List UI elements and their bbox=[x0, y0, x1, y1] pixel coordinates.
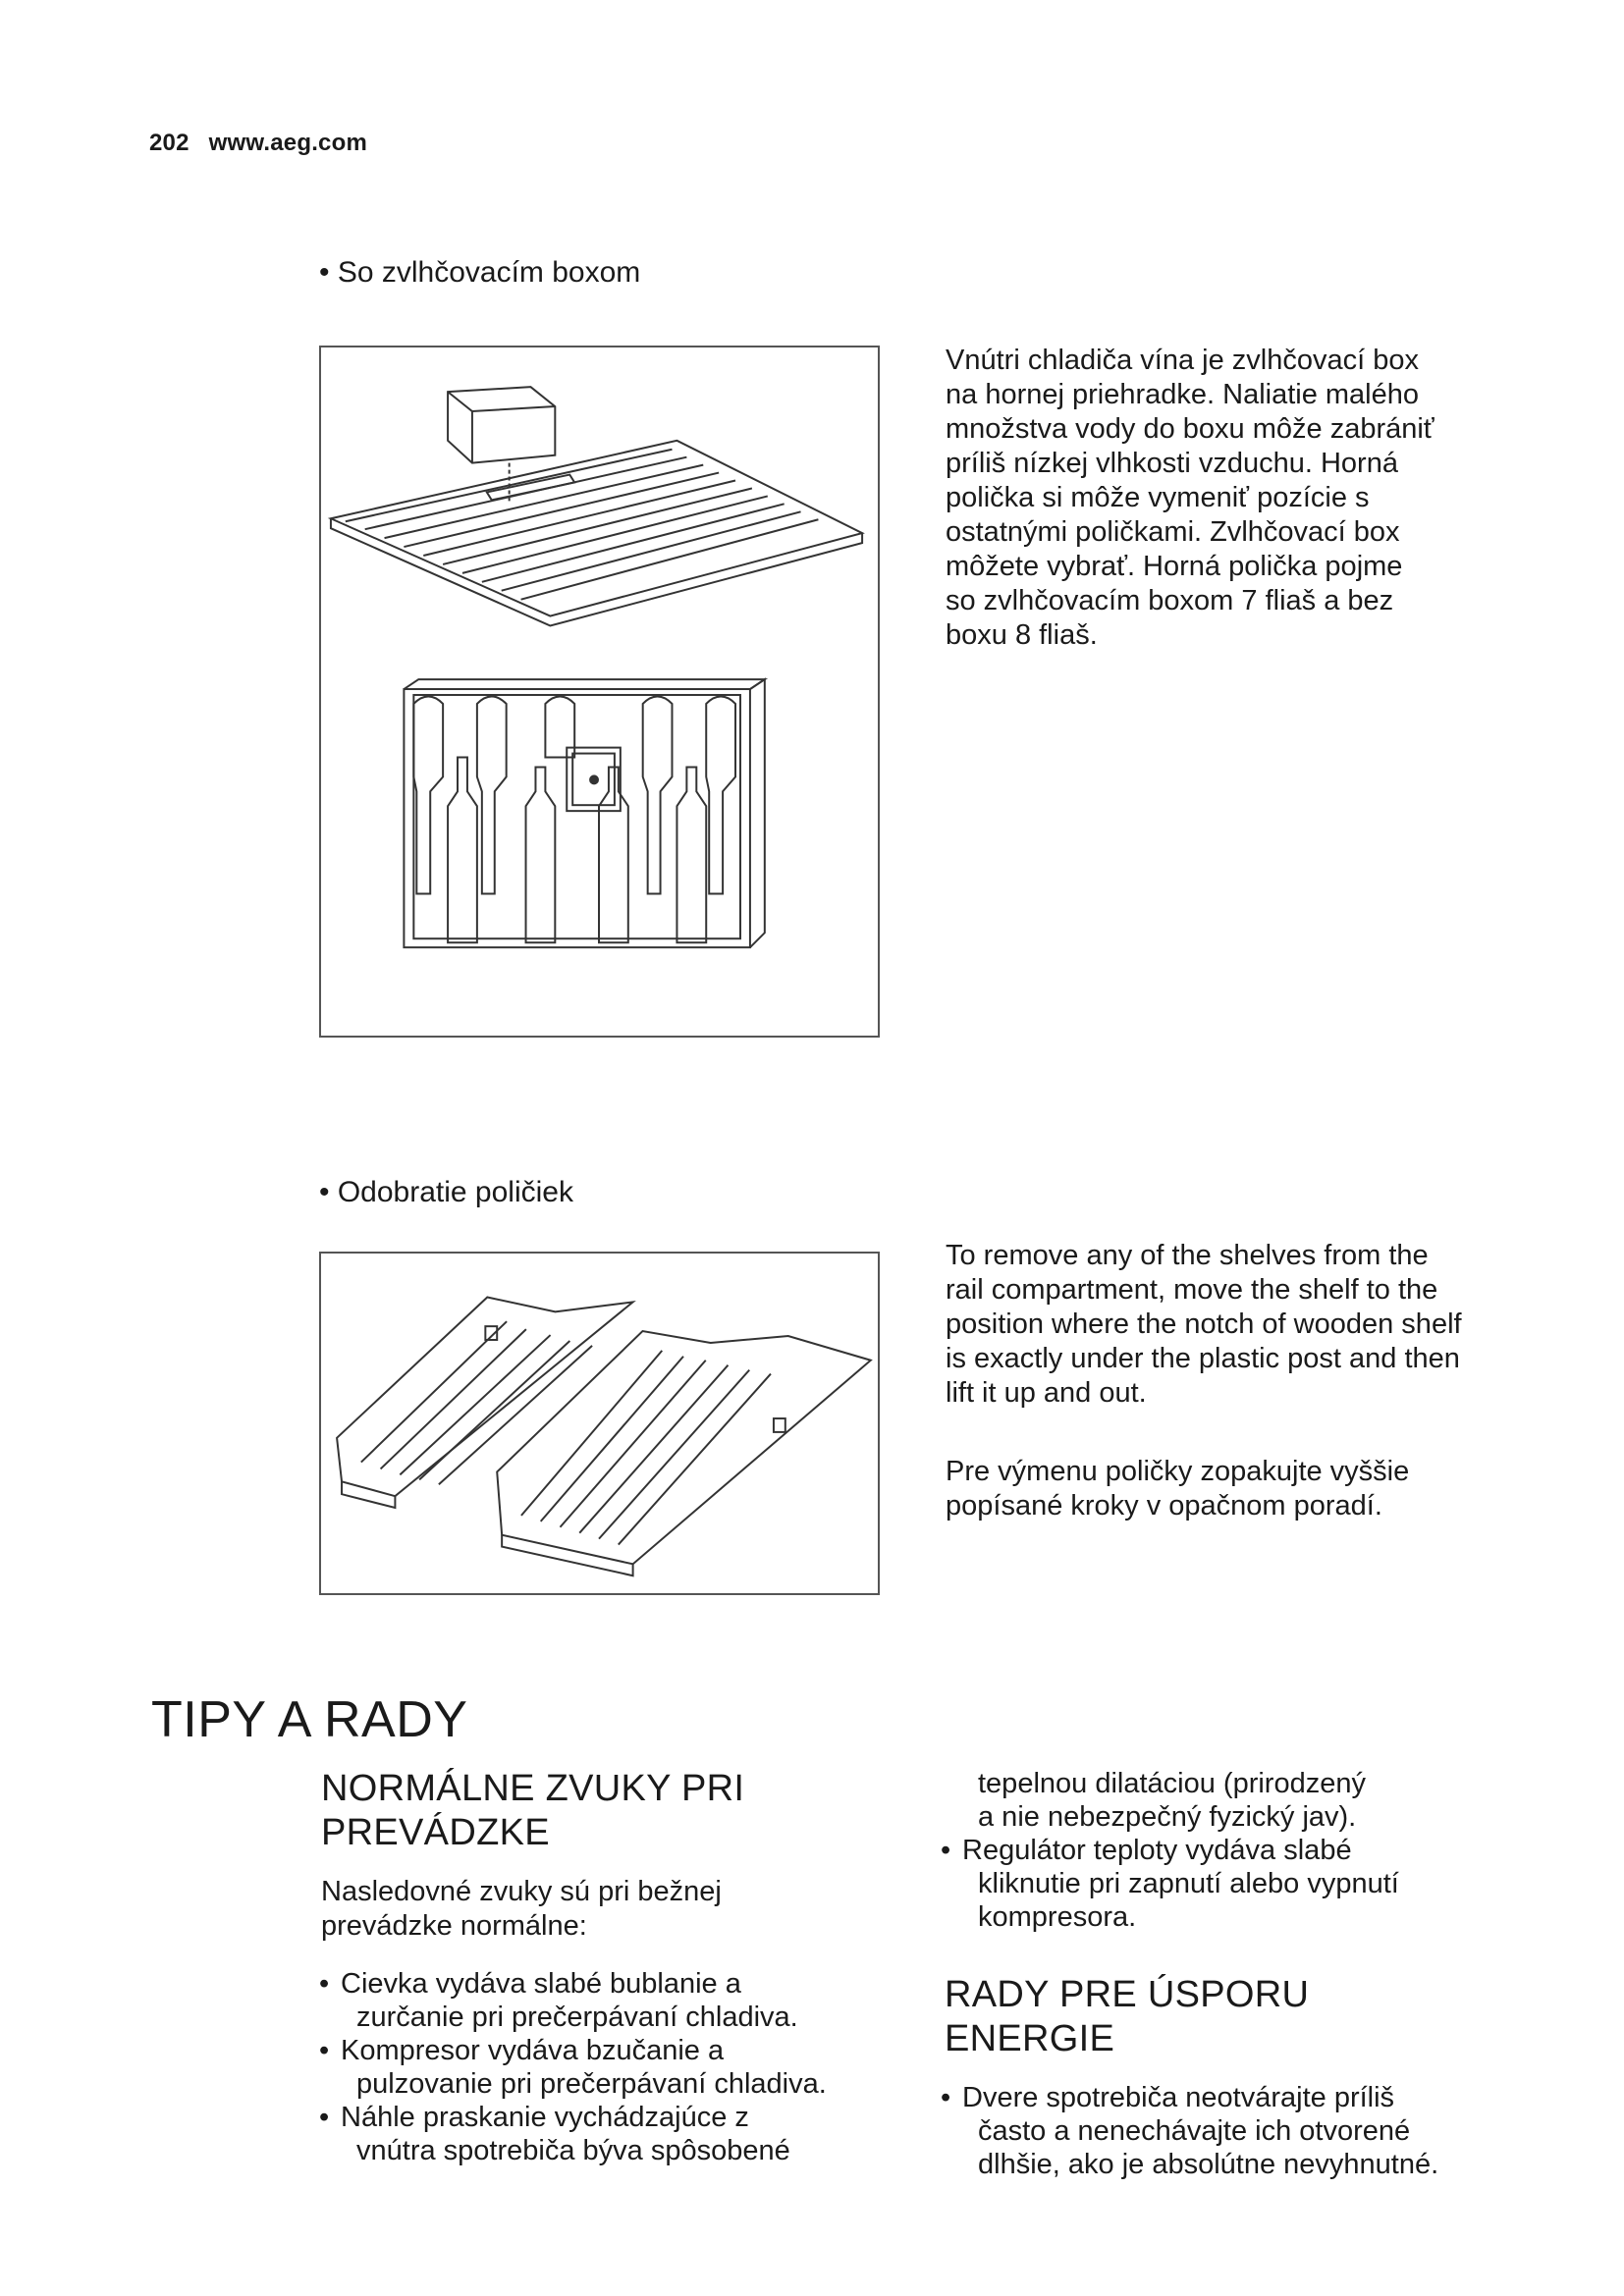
heading-line: PREVÁDZKE bbox=[321, 1812, 550, 1853]
normal-sounds-list-right bbox=[941, 1834, 1569, 1934]
list-continuation bbox=[941, 1767, 1569, 1834]
normal-sounds-list bbox=[319, 1967, 889, 2167]
right-column bbox=[941, 1767, 1569, 1934]
continuation-line: a nie nebezpečný fyzický jav). bbox=[978, 1801, 1357, 1833]
heading-normal-sounds bbox=[321, 1767, 871, 1855]
remove-sk-line: Pre výmenu poličky zopakujte vyššie bbox=[946, 1456, 1410, 1487]
heading-line: ENERGIE bbox=[945, 2018, 1115, 2059]
remove-line: To remove any of the shelves from the bbox=[946, 1240, 1429, 1271]
humidifier-description bbox=[946, 344, 1574, 653]
list-item: • Regulátor teploty vydáva slabé kliknutie pri zapnutí alebo vypnutí kompresora. bbox=[941, 1835, 1399, 1933]
section-title-tips: TIPY A RADY bbox=[151, 1691, 468, 1748]
remove-line: is exactly under the plastic post and then bbox=[946, 1343, 1460, 1374]
humidifier-line: ostatnými poličkami. Zvlhčovací box bbox=[946, 516, 1400, 548]
humidifier-line: príliš nízkej vlhkosti vzduchu. Horná bbox=[946, 448, 1398, 479]
intro-line: Nasledovné zvuky sú pri bežnej bbox=[321, 1876, 722, 1907]
humidifier-line: Vnútri chladiča vína je zvlhčovací box bbox=[946, 345, 1419, 376]
list-item: • Kompresor vydáva bzučanie a pulzovanie pri prečerpávaní chladiva. bbox=[319, 2035, 827, 2100]
humidifier-line: môžete vybrať. Horná polička pojme bbox=[946, 551, 1403, 582]
energy-list bbox=[941, 2081, 1569, 2181]
continuation-line: tepelnou dilatáciou (prirodzený bbox=[978, 1768, 1366, 1799]
heading-line: NORMÁLNE ZVUKY PRI bbox=[321, 1768, 745, 1809]
heading-line: RADY PRE ÚSPORU bbox=[945, 1974, 1310, 2015]
page-number: 202 bbox=[149, 130, 189, 156]
humidifier-line: na hornej priehradke. Naliatie malého bbox=[946, 379, 1420, 410]
normal-sounds-intro bbox=[321, 1875, 871, 1944]
page-header bbox=[149, 130, 367, 157]
humidifier-shelf-illustration bbox=[321, 347, 878, 1036]
remove-line: lift it up and out. bbox=[946, 1377, 1147, 1409]
figure-humidifier-shelf bbox=[319, 346, 880, 1038]
remove-line: position where the notch of wooden shelf bbox=[946, 1308, 1462, 1340]
humidifier-line: so zvlhčovacím boxom 7 fliaš a bez bbox=[946, 585, 1394, 616]
remove-description-sk bbox=[946, 1455, 1574, 1523]
intro-line: prevádzke normálne: bbox=[321, 1910, 587, 1942]
remove-description-en bbox=[946, 1239, 1594, 1411]
site-url[interactable]: www.aeg.com bbox=[208, 130, 368, 156]
humidifier-line: polička si môže vymeniť pozície s bbox=[946, 482, 1370, 513]
remove-shelf-illustration bbox=[321, 1254, 878, 1593]
remove-sk-line: popísané kroky v opačnom poradí. bbox=[946, 1490, 1382, 1522]
humidifier-line: boxu 8 fliaš. bbox=[946, 619, 1098, 651]
figure-remove-shelf bbox=[319, 1252, 880, 1595]
bullet-humidifier-title: • So zvlhčovacím boxom bbox=[319, 256, 641, 289]
list-item: • Dvere spotrebiča neotvárajte príliš často a nenechávajte ich otvorené dlhšie, ako je absolútne nevyhnutné. bbox=[941, 2082, 1439, 2180]
list-item: • Cievka vydáva slabé bublanie a zurčanie pri prečerpávaní chladiva. bbox=[319, 1968, 798, 2033]
list-item: • Náhle praskanie vychádzajúce z vnútra spotrebiča býva spôsobené bbox=[319, 2102, 790, 2166]
remove-line: rail compartment, move the shelf to the bbox=[946, 1274, 1438, 1306]
bullet-remove-title: • Odobratie poličiek bbox=[319, 1176, 573, 1208]
heading-energy bbox=[945, 1973, 1534, 2061]
humidifier-line: množstva vody do boxu môže zabrániť bbox=[946, 413, 1435, 445]
